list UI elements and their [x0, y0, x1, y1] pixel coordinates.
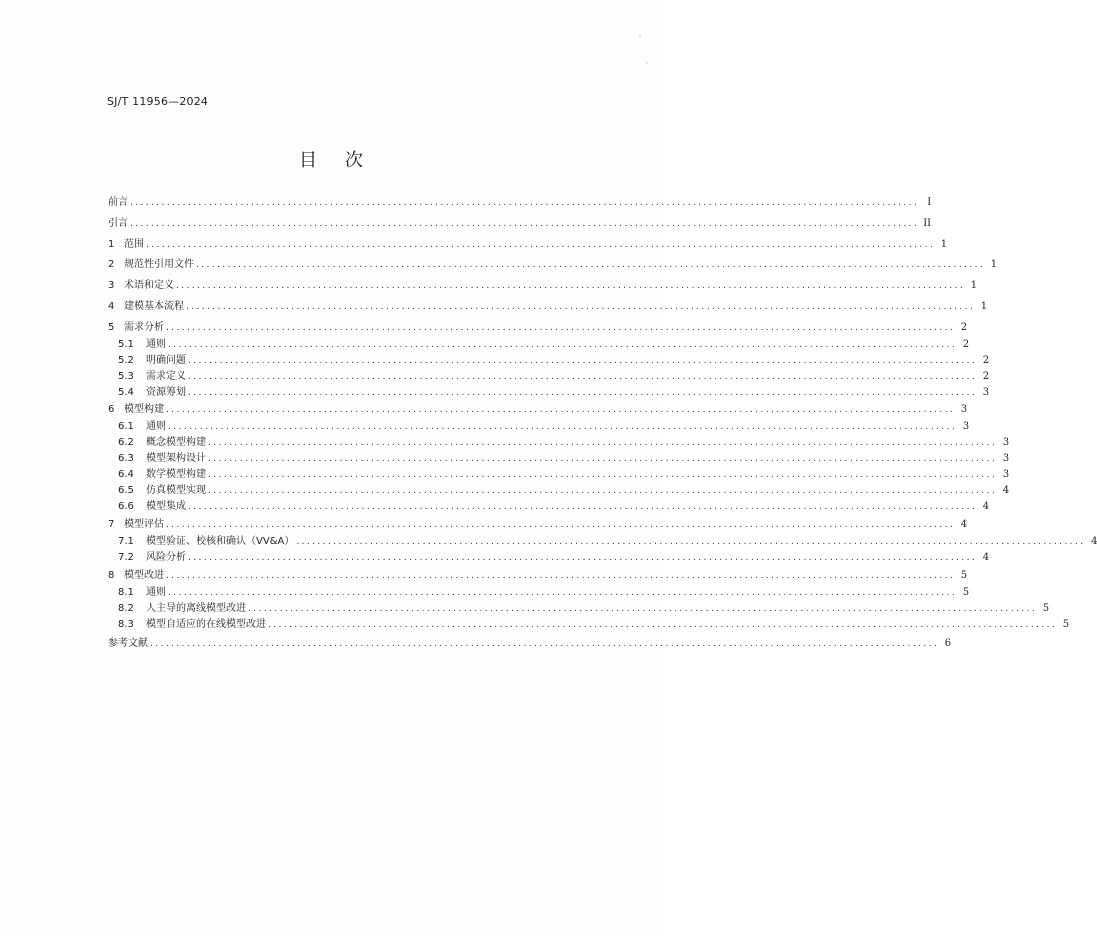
toc-entry-page-number: 1	[980, 301, 988, 312]
toc-entry-label: 模型评估	[124, 519, 164, 530]
dot-leader: ......................................................................................................................................................	[168, 588, 958, 598]
toc-entry-page-number: 3	[1002, 469, 1010, 480]
toc-entry[interactable]	[108, 420, 970, 434]
dot-leader: ......................................................................................................................................................	[146, 240, 936, 250]
dot-leader: ......................................................................................................................................................	[176, 281, 966, 291]
toc-entry-page-number: I	[927, 197, 932, 208]
toc-entry-number: 3	[108, 280, 115, 291]
toc-entry-page-number: 3	[982, 387, 990, 398]
toc-entry[interactable]	[108, 618, 1070, 632]
dot-leader: ......................................................................................................................................................	[130, 219, 920, 229]
toc-entry-label: 前言	[108, 197, 128, 208]
toc-entry[interactable]	[108, 370, 990, 384]
toc-entry[interactable]	[108, 602, 1050, 616]
toc-entry[interactable]	[108, 500, 990, 514]
dot-leader: ......................................................................................................................................................	[188, 372, 978, 382]
toc-entry-number: 5.1	[118, 339, 134, 350]
toc-entry[interactable]	[108, 551, 990, 565]
toc-entry-label: 通则	[146, 339, 166, 350]
dot-leader: ......................................................................................................................................................	[130, 198, 920, 208]
dot-leader: ......................................................................................................................................................	[188, 502, 978, 512]
dot-leader: ......................................................................................................................................................	[208, 470, 998, 480]
dot-leader: ......................................................................................................................................................	[150, 639, 940, 649]
dot-leader: ......................................................................................................................................................	[188, 356, 978, 366]
toc-entry-number: 5	[108, 322, 115, 333]
toc-entry[interactable]	[108, 238, 948, 252]
dot-leader: ......................................................................................................................................................	[208, 438, 998, 448]
dot-leader: ......................................................................................................................................................	[248, 604, 1038, 614]
toc-entry[interactable]	[108, 436, 1010, 450]
toc-entry-label: 人主导的离线模型改进	[146, 603, 246, 614]
toc-entry-label: 模型构建	[124, 404, 164, 415]
toc-entry-label: 风险分析	[146, 552, 186, 563]
toc-entry-label: 需求定义	[146, 371, 186, 382]
dot-leader: ......................................................................................................................................................	[196, 260, 986, 270]
toc-entry-label: 通则	[146, 587, 166, 598]
document-code: SJ/T 11956—2024	[107, 95, 209, 108]
toc-entry-page-number: II	[923, 218, 932, 229]
toc-entry[interactable]	[108, 535, 1097, 549]
toc-entry-number: 6.3	[118, 453, 134, 464]
toc-entry-label: 术语和定义	[124, 280, 174, 291]
toc-entry-page-number: 1	[990, 259, 998, 270]
toc-entry-page-number: 4	[1002, 485, 1010, 496]
dot-leader: ......................................................................................................................................................	[208, 486, 998, 496]
toc-entry-label: 建模基本流程	[124, 301, 184, 312]
dot-leader: ......................................................................................................................................................	[168, 422, 958, 432]
toc-entry-number: 6.1	[118, 421, 134, 432]
toc-entry-label: 模型自适应的在线模型改进	[146, 619, 266, 630]
toc-entry[interactable]	[108, 321, 968, 335]
toc-entry-label: 模型改进	[124, 570, 164, 581]
toc-entry[interactable]	[108, 403, 968, 417]
dot-leader: ......................................................................................................................................................	[166, 405, 956, 415]
toc-entry-page-number: 3	[1002, 453, 1010, 464]
toc-entry[interactable]	[108, 518, 968, 532]
dot-leader: ......................................................................................................................................................	[296, 537, 1086, 547]
toc-entry-page-number: 5	[960, 570, 968, 581]
toc-entry[interactable]	[108, 338, 970, 352]
toc-entry[interactable]	[108, 279, 978, 293]
toc-entry-label: 规范性引用文件	[124, 259, 194, 270]
toc-entry-page-number: 1	[940, 239, 948, 250]
toc-entry-number: 8.3	[118, 619, 134, 630]
toc-entry[interactable]	[108, 586, 970, 600]
toc-entry-page-number: 6	[944, 638, 952, 649]
toc-entry-number: 8	[108, 570, 115, 581]
toc-entry-number: 8.1	[118, 587, 134, 598]
toc-entry[interactable]	[108, 217, 932, 231]
toc-entry-page-number: 5	[962, 587, 970, 598]
toc-entry-page-number: 2	[960, 322, 968, 333]
toc-entry-label: 引言	[108, 218, 128, 229]
toc-entry[interactable]	[108, 569, 968, 583]
toc-entry-number: 5.3	[118, 371, 134, 382]
toc-entry-number: 1	[108, 239, 115, 250]
toc-entry[interactable]	[108, 354, 990, 368]
toc-entry-page-number: 2	[982, 371, 990, 382]
toc-entry-label: 范围	[124, 239, 144, 250]
toc-entry-page-number: 4	[982, 501, 990, 512]
toc-entry-number: 5.2	[118, 355, 134, 366]
scan-speck	[646, 62, 648, 64]
toc-entry-page-number: 2	[982, 355, 990, 366]
toc-entry[interactable]	[108, 300, 988, 314]
scan-speck	[639, 35, 641, 37]
toc-entry-page-number: 1	[970, 280, 978, 291]
dot-leader: ......................................................................................................................................................	[168, 340, 958, 350]
toc-entry-page-number: 3	[962, 421, 970, 432]
toc-entry-page-number: 3	[1002, 437, 1010, 448]
dot-leader: ......................................................................................................................................................	[186, 302, 976, 312]
toc-entry-label: 明确问题	[146, 355, 186, 366]
toc-entry-label: 需求分析	[124, 322, 164, 333]
toc-entry-number: 6.4	[118, 469, 134, 480]
toc-entry-number: 4	[108, 301, 115, 312]
dot-leader: ......................................................................................................................................................	[166, 571, 956, 581]
toc-entry-label: 模型架构设计	[146, 453, 206, 464]
toc-entry[interactable]	[108, 637, 952, 651]
toc-entry-number: 6	[108, 404, 115, 415]
toc-entry-number: 6.2	[118, 437, 134, 448]
toc-entry-label: 资源筹划	[146, 387, 186, 398]
toc-entry-page-number: 4	[960, 519, 968, 530]
toc-entry[interactable]	[108, 484, 1010, 498]
toc-entry-number: 6.6	[118, 501, 134, 512]
toc-entry-number: 8.2	[118, 603, 134, 614]
toc-entry-page-number: 4	[982, 552, 990, 563]
toc-entry[interactable]	[108, 386, 990, 400]
toc-entry-page-number: 5	[1062, 619, 1070, 630]
dot-leader: ......................................................................................................................................................	[268, 620, 1058, 630]
page-title: 目次	[299, 150, 391, 171]
dot-leader: ......................................................................................................................................................	[188, 553, 978, 563]
toc-entry[interactable]	[108, 258, 998, 272]
toc-entry-number: 7.2	[118, 552, 134, 563]
dot-leader: ......................................................................................................................................................	[188, 388, 978, 398]
toc-entry-number: 7.1	[118, 536, 134, 547]
dot-leader: ......................................................................................................................................................	[166, 520, 956, 530]
toc-entry-label: 模型集成	[146, 501, 186, 512]
toc-entry-number: 7	[108, 519, 115, 530]
dot-leader: ......................................................................................................................................................	[166, 323, 956, 333]
toc-entry-page-number: 5	[1042, 603, 1050, 614]
toc-entry[interactable]	[108, 196, 932, 210]
toc-entry-label: 模型验证、校核和确认（VV&A）	[146, 536, 295, 547]
toc-entry-number: 6.5	[118, 485, 134, 496]
toc-entry[interactable]	[108, 468, 1010, 482]
toc-entry-number: 5.4	[118, 387, 134, 398]
toc-entry-label: 概念模型构建	[146, 437, 206, 448]
toc-entry[interactable]	[108, 452, 1010, 466]
toc-entry-label: 通则	[146, 421, 166, 432]
toc-entry-page-number: 4	[1091, 536, 1097, 547]
toc-entry-label: 数学模型构建	[146, 469, 206, 480]
dot-leader: ......................................................................................................................................................	[208, 454, 998, 464]
toc-entry-label: 仿真模型实现	[146, 485, 206, 496]
toc-entry-page-number: 3	[960, 404, 968, 415]
toc-entry-label: 参考文献	[108, 638, 148, 649]
toc-entry-number: 2	[108, 259, 115, 270]
toc-entry-page-number: 2	[962, 339, 970, 350]
